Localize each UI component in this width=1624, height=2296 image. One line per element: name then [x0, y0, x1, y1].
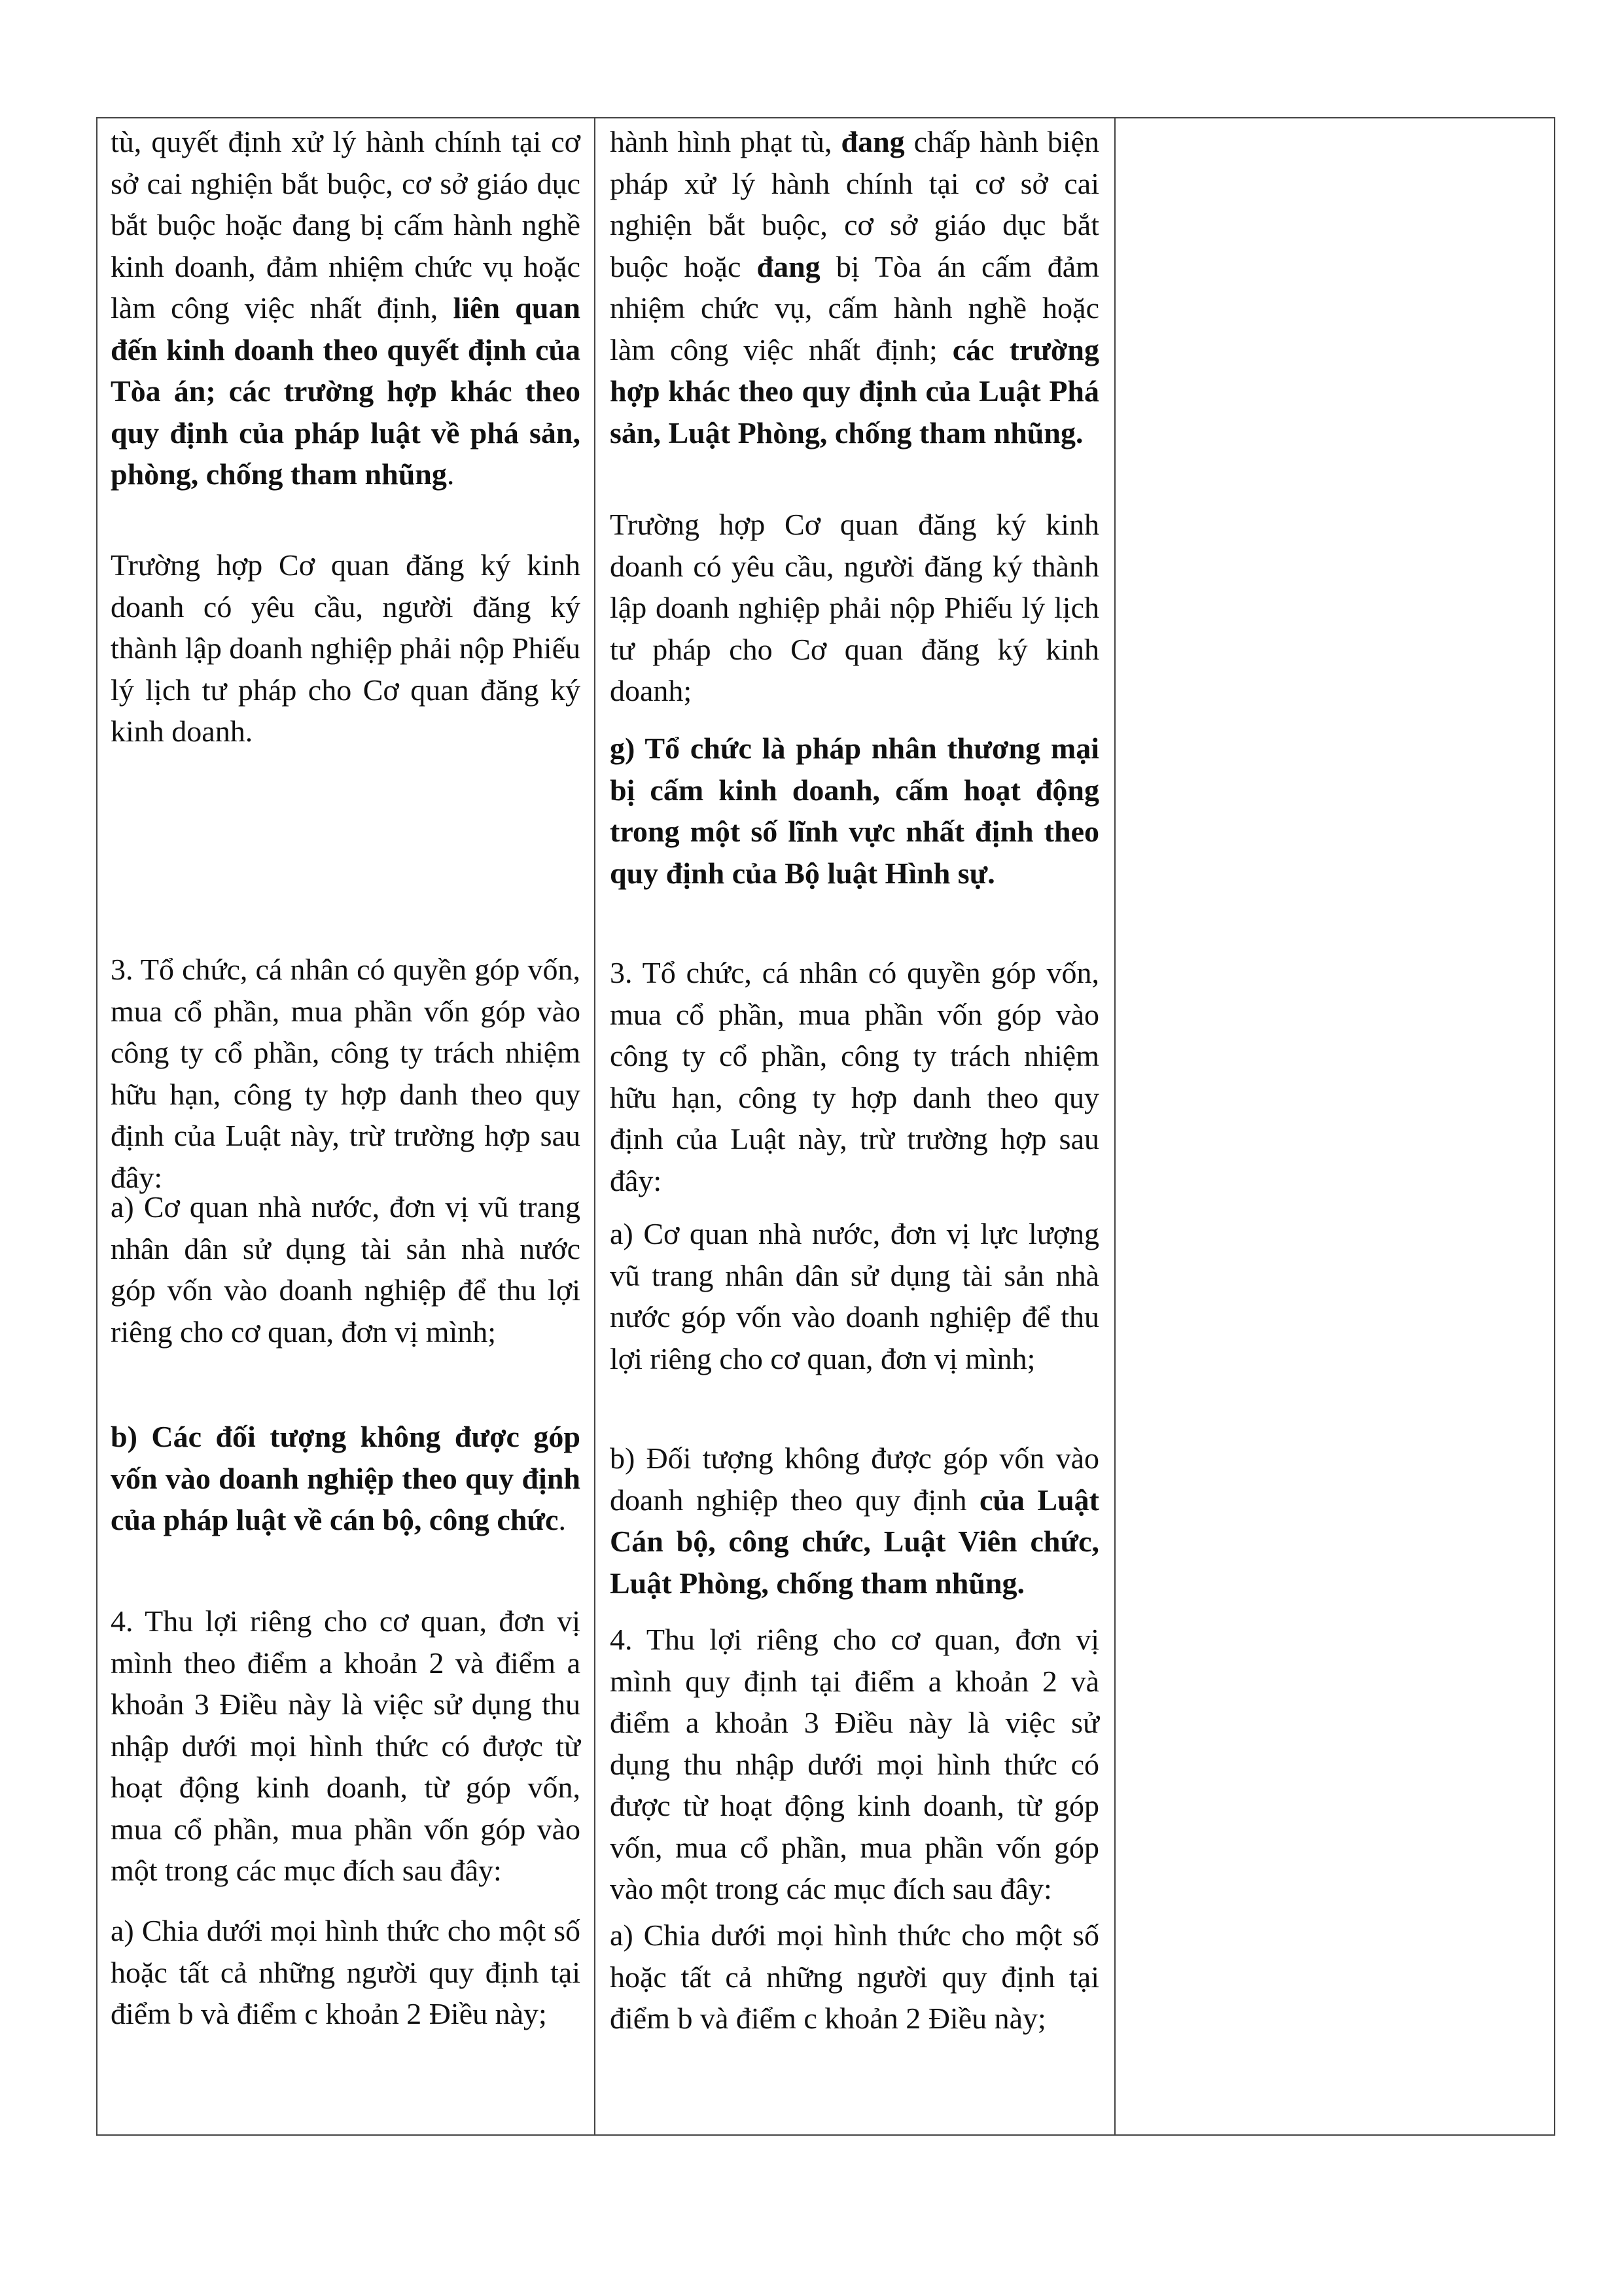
- bold-text-run: liên quan đến kinh doanh theo quyết định của Tòa án; các trường hợp khác theo quy định của pháp luật về phá sản, phòng, chống tham nhũng: [111, 291, 580, 491]
- draft-law-column: [595, 118, 1116, 2134]
- text-run: tù, quyết định xử lý hành chính tại cơ sở cai nghiện bắt buộc, cơ sở giáo dục bắt buộc hoặc đang bị cấm hành nghề kinh doanh, đảm nhiệm chức vụ hoặc làm công việc nhất định,: [111, 125, 580, 325]
- text-run: bị Tòa án cấm đảm nhiệm chức vụ, cấm hành nghề hoặc làm công việc nhất định;: [610, 249, 1099, 366]
- comparison-table: [96, 117, 1555, 2136]
- middle-paragraph-5: a) Cơ quan nhà nước, đơn vị lực lượng vũ trang nhân dân sử dụng tài sản nhà nước góp vốn vào doanh nghiệp để thu lợi riêng cho cơ quan, đơn vị mình;: [610, 1217, 1099, 1375]
- bold-text-run: các trường hợp khác theo quy định của Luật Phá sản, Luật Phòng, chống tham nhũng.: [610, 332, 1099, 450]
- left-paragraph-7: a) Chia dưới mọi hình thức cho một số hoặc tất cả những người quy định tại điểm b và điểm c khoản 2 Điều này;: [111, 1914, 580, 2030]
- left-paragraph-3: 3. Tổ chức, cá nhân có quyền góp vốn, mua cổ phần, mua phần vốn góp vào công ty cổ phần, công ty trách nhiệm hữu hạn, công ty hợp danh theo quy định của Luật này, trừ trường hợp sau đây:: [111, 953, 580, 1194]
- notes-column: [1116, 118, 1554, 2134]
- bold-text-run: g) Tổ chức là pháp nhân thương mại bị cấm kinh doanh, cấm hoạt động trong một số lĩnh vực nhất định theo quy định của Bộ luật Hình sự.: [610, 732, 1099, 890]
- left-paragraph-6: 4. Thu lợi riêng cho cơ quan, đơn vị mình theo điểm a khoản 2 và điểm a khoản 3 Điều này là việc sử dụng thu nhập dưới mọi hình thức có được từ hoạt động kinh doanh, từ góp vốn, mua cổ phần, mua phần vốn góp vào một trong các mục đích sau đây:: [111, 1604, 580, 1887]
- middle-paragraph-8: a) Chia dưới mọi hình thức cho một số hoặc tất cả những người quy định tại điểm b và điểm c khoản 2 Điều này;: [610, 1918, 1099, 2035]
- middle-paragraph-3: [610, 728, 1099, 894]
- text-run: .: [446, 457, 455, 491]
- text-run: chấp hành biện pháp xử lý hành chính tại cơ sở cai nghiện bắt buộc, cơ sở giáo dục bắt buộc hoặc: [610, 125, 1099, 283]
- bold-text-run: của Luật Cán bộ, công chức, Luật Viên chức, Luật Phòng, chống tham nhũng.: [610, 1483, 1099, 1600]
- middle-paragraph-7: 4. Thu lợi riêng cho cơ quan, đơn vị mình quy định tại điểm a khoản 2 và điểm a khoản 3 Điều này là việc sử dụng thu nhập dưới mọi hình thức có được từ hoạt động kinh doanh, từ góp vốn, mua cổ phần, mua phần vốn góp vào một trong các mục đích sau đây:: [610, 1623, 1099, 1905]
- text-run: hành hình phạt tù,: [610, 125, 841, 158]
- left-paragraph-2: Trường hợp Cơ quan đăng ký kinh doanh có yêu cầu, người đăng ký thành lập doanh nghiệp phải nộp Phiếu lý lịch tư pháp cho Cơ quan đăng ký kinh doanh.: [111, 548, 580, 748]
- bold-text-run: b) Các đối tượng không được góp vốn vào doanh nghiệp theo quy định của pháp luật về cán bộ, công chức: [111, 1420, 580, 1536]
- middle-paragraph-6: [610, 1438, 1099, 1604]
- bold-text-run: đang: [841, 125, 905, 158]
- left-paragraph-1: [111, 121, 580, 495]
- middle-paragraph-4: 3. Tổ chức, cá nhân có quyền góp vốn, mua cổ phần, mua phần vốn góp vào công ty cổ phần, công ty trách nhiệm hữu hạn, công ty hợp danh theo quy định của Luật này, trừ trường hợp sau đây:: [610, 956, 1099, 1197]
- text-run: .: [558, 1503, 566, 1536]
- current-law-column: [97, 118, 595, 2134]
- text-run: b) Đối tượng không được góp vốn vào doanh nghiệp theo quy định: [610, 1441, 1099, 1517]
- middle-paragraph-1: [610, 121, 1099, 453]
- left-paragraph-5: [111, 1416, 580, 1541]
- middle-paragraph-2: Trường hợp Cơ quan đăng ký kinh doanh có yêu cầu, người đăng ký thành lập doanh nghiệp phải nộp Phiếu lý lịch tư pháp cho Cơ quan đăng ký kinh doanh;: [610, 508, 1099, 707]
- bold-text-run: đang: [756, 249, 821, 283]
- left-paragraph-4: a) Cơ quan nhà nước, đơn vị vũ trang nhân dân sử dụng tài sản nhà nước góp vốn vào doanh nghiệp để thu lợi riêng cho cơ quan, đơn vị mình;: [111, 1190, 580, 1349]
